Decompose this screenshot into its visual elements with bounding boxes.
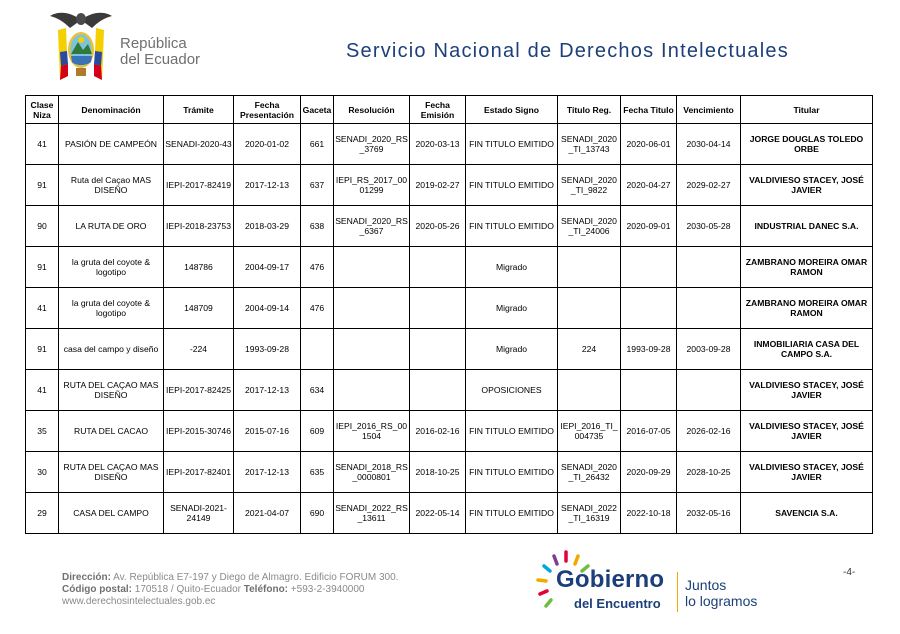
table-cell: 634 xyxy=(301,370,334,411)
table-cell: IEPI-2017-82419 xyxy=(164,165,234,206)
table-cell: 2018-10-25 xyxy=(410,452,466,493)
table-cell: 2030-04-14 xyxy=(677,124,741,165)
table-row xyxy=(26,124,873,165)
table-cell: 2019-02-27 xyxy=(410,165,466,206)
table-cell: VALDIVIESO STACEY, JOSÉ JAVIER xyxy=(741,452,873,493)
table-cell: 90 xyxy=(26,206,59,247)
table-cell: 2015-07-16 xyxy=(234,411,301,452)
table-cell: 690 xyxy=(301,493,334,534)
table-cell: SENADI_2020_TI_24006 xyxy=(558,206,621,247)
phone-label: Teléfono: xyxy=(243,584,289,595)
table-cell: SENADI_2020_TI_26432 xyxy=(558,452,621,493)
republica-del-ecuador-label xyxy=(120,36,200,68)
address-label: Dirección: xyxy=(62,572,111,583)
table-cell: ZAMBRANO MOREIRA OMAR RAMON xyxy=(741,288,873,329)
column-header: Vencimiento xyxy=(677,96,741,124)
page-header xyxy=(0,0,900,92)
footer-address-line xyxy=(62,572,398,584)
table-cell xyxy=(677,247,741,288)
table-cell: 2020-01-02 xyxy=(234,124,301,165)
column-header: Fecha Emisión xyxy=(410,96,466,124)
table-cell: SENADI_2020_RS_3769 xyxy=(334,124,410,165)
table-cell: RUTA DEL CAÇAO MAS DISEÑO xyxy=(59,452,164,493)
column-header: Estado Signo xyxy=(466,96,558,124)
column-header: Denominación xyxy=(59,96,164,124)
table-cell xyxy=(410,288,466,329)
table-cell: 2020-09-01 xyxy=(621,206,677,247)
table-cell: 35 xyxy=(26,411,59,452)
footer-website: www.derechosintelectuales.gob.ec xyxy=(62,596,216,607)
table-row xyxy=(26,411,873,452)
table-cell: Ruta del Caçao MAS DISEÑO xyxy=(59,165,164,206)
table-header-row xyxy=(26,96,873,124)
table-cell: 476 xyxy=(301,288,334,329)
table-cell: VALDIVIESO STACEY, JOSÉ JAVIER xyxy=(741,370,873,411)
table-cell: 41 xyxy=(26,124,59,165)
republica-line-2: del Ecuador xyxy=(120,51,201,68)
table-cell: 2016-02-16 xyxy=(410,411,466,452)
logo-divider xyxy=(677,572,678,612)
column-header: Fecha Presentación xyxy=(234,96,301,124)
table-cell xyxy=(334,247,410,288)
column-header: Resolución xyxy=(334,96,410,124)
column-header: Titular xyxy=(741,96,873,124)
table-cell xyxy=(301,329,334,370)
table-cell: INMOBILIARIA CASA DEL CAMPO S.A. xyxy=(741,329,873,370)
table-row xyxy=(26,247,873,288)
table-cell: 2020-03-13 xyxy=(410,124,466,165)
table-row xyxy=(26,370,873,411)
table-cell: 2017-12-13 xyxy=(234,370,301,411)
table-cell: 2017-12-13 xyxy=(234,452,301,493)
table-row xyxy=(26,329,873,370)
table-cell: 476 xyxy=(301,247,334,288)
table-cell: 2020-05-26 xyxy=(410,206,466,247)
table-cell: RUTA DEL CAÇAO MAS DISEÑO xyxy=(59,370,164,411)
table-cell: LA RUTA DE ORO xyxy=(59,206,164,247)
table-cell: IEPI_2016_RS_001504 xyxy=(334,411,410,452)
column-header: Titulo Reg. xyxy=(558,96,621,124)
table-cell: SENADI_2018_RS_0000801 xyxy=(334,452,410,493)
table-cell: SENADI_2022_RS_13611 xyxy=(334,493,410,534)
table-cell: VALDIVIESO STACEY, JOSÉ JAVIER xyxy=(741,165,873,206)
table-cell: 2004-09-14 xyxy=(234,288,301,329)
address-value: Av. República E7-197 y Diego de Almagro. Edificio FORUM 300. xyxy=(113,572,399,583)
table-cell xyxy=(621,247,677,288)
table-cell: 2020-04-27 xyxy=(621,165,677,206)
table-cell: SENADI_2020_RS_6367 xyxy=(334,206,410,247)
table-cell: 91 xyxy=(26,329,59,370)
table-cell xyxy=(334,329,410,370)
table-cell: 2003-09-28 xyxy=(677,329,741,370)
table-cell xyxy=(410,247,466,288)
table-cell: 2028-10-25 xyxy=(677,452,741,493)
column-header: Clase Niza xyxy=(26,96,59,124)
table-row xyxy=(26,206,873,247)
table-cell xyxy=(677,288,741,329)
footer-postal-line xyxy=(62,584,398,596)
gobierno-wordmark: Gobierno xyxy=(556,566,665,593)
table-cell xyxy=(558,247,621,288)
table-cell: casa del campo y diseño xyxy=(59,329,164,370)
republica-line-1: República xyxy=(120,35,187,52)
column-header: Fecha Titulo xyxy=(621,96,677,124)
table-cell: 91 xyxy=(26,247,59,288)
table-cell: IEPI-2017-82425 xyxy=(164,370,234,411)
table-cell xyxy=(334,288,410,329)
page-title: Servicio Nacional de Derechos Intelectuales xyxy=(346,40,789,62)
table-cell: 2004-09-17 xyxy=(234,247,301,288)
table-cell xyxy=(410,329,466,370)
column-header: Trámite xyxy=(164,96,234,124)
table-cell: INDUSTRIAL DANEC S.A. xyxy=(741,206,873,247)
phone-value: +593-2-3940000 xyxy=(290,584,365,595)
table-cell: 635 xyxy=(301,452,334,493)
slogan-line-1: Juntos xyxy=(685,577,727,593)
table-cell xyxy=(621,370,677,411)
table-body xyxy=(26,124,873,534)
trademark-records-table xyxy=(25,95,873,534)
table-cell xyxy=(621,288,677,329)
table-cell: 2021-04-07 xyxy=(234,493,301,534)
table-cell: 2020-06-01 xyxy=(621,124,677,165)
table-cell: 2029-02-27 xyxy=(677,165,741,206)
table-cell: Migrado xyxy=(466,288,558,329)
table-cell xyxy=(558,370,621,411)
slogan-line-2: lo logramos xyxy=(685,593,758,609)
table-row xyxy=(26,493,873,534)
ecuador-coat-of-arms-icon xyxy=(48,6,114,86)
postal-code-value: 170518 / Quito-Ecuador xyxy=(134,584,241,595)
table-cell: IEPI-2015-30746 xyxy=(164,411,234,452)
table-cell: FIN TITULO EMITIDO xyxy=(466,124,558,165)
table-cell: 2018-03-29 xyxy=(234,206,301,247)
table-cell: SENADI_2020_TI_9822 xyxy=(558,165,621,206)
table-cell: 661 xyxy=(301,124,334,165)
table-cell: IEPI-2017-82401 xyxy=(164,452,234,493)
table-cell: 224 xyxy=(558,329,621,370)
table-row xyxy=(26,288,873,329)
table-cell: -224 xyxy=(164,329,234,370)
table-cell: 29 xyxy=(26,493,59,534)
table-cell: 2016-07-05 xyxy=(621,411,677,452)
juntos-lo-logramos-slogan xyxy=(685,577,757,609)
column-header: Gaceta xyxy=(301,96,334,124)
table-cell: 609 xyxy=(301,411,334,452)
table-cell: SENADI_2020_TI_13743 xyxy=(558,124,621,165)
table-cell: 2020-09-29 xyxy=(621,452,677,493)
table-cell: 2017-12-13 xyxy=(234,165,301,206)
table-cell: IEPI_RS_2017_0001299 xyxy=(334,165,410,206)
table-cell: 2026-02-16 xyxy=(677,411,741,452)
table-cell: 148786 xyxy=(164,247,234,288)
table-cell: FIN TITULO EMITIDO xyxy=(466,206,558,247)
table-cell: FIN TITULO EMITIDO xyxy=(466,493,558,534)
table-cell: FIN TITULO EMITIDO xyxy=(466,165,558,206)
table-cell: 638 xyxy=(301,206,334,247)
table-cell: SENADI-2021-24149 xyxy=(164,493,234,534)
table-cell: 2022-05-14 xyxy=(410,493,466,534)
table-cell: FIN TITULO EMITIDO xyxy=(466,452,558,493)
table-cell: 148709 xyxy=(164,288,234,329)
table-cell xyxy=(558,288,621,329)
table-cell: SAVENCIA S.A. xyxy=(741,493,873,534)
table-cell: CASA DEL CAMPO xyxy=(59,493,164,534)
table-cell: Migrado xyxy=(466,247,558,288)
table-cell: Migrado xyxy=(466,329,558,370)
table-cell xyxy=(410,370,466,411)
table-cell: 637 xyxy=(301,165,334,206)
table-cell: 2022-10-18 xyxy=(621,493,677,534)
table-cell: 1993-09-28 xyxy=(621,329,677,370)
table-cell: 2030-05-28 xyxy=(677,206,741,247)
del-encuentro-wordmark: del Encuentro xyxy=(574,596,661,611)
table-cell: la gruta del coyote & logotipo xyxy=(59,288,164,329)
table-cell: 91 xyxy=(26,165,59,206)
table-cell: SENADI-2020-43 xyxy=(164,124,234,165)
table-cell: OPOSICIONES xyxy=(466,370,558,411)
footer-contact-info xyxy=(62,572,398,608)
table-cell: 1993-09-28 xyxy=(234,329,301,370)
table-cell: PASIÓN DE CAMPEÓN xyxy=(59,124,164,165)
table-cell: IEPI-2018-23753 xyxy=(164,206,234,247)
table-cell: IEPI_2016_TI_004735 xyxy=(558,411,621,452)
table-cell xyxy=(677,370,741,411)
table-row xyxy=(26,452,873,493)
table-cell: FIN TITULO EMITIDO xyxy=(466,411,558,452)
postal-code-label: Código postal: xyxy=(62,584,132,595)
page-number: -4- xyxy=(843,567,856,578)
table-cell: ZAMBRANO MOREIRA OMAR RAMON xyxy=(741,247,873,288)
table-cell: SENADI_2022_TI_16319 xyxy=(558,493,621,534)
table-cell: VALDIVIESO STACEY, JOSÉ JAVIER xyxy=(741,411,873,452)
table-cell xyxy=(334,370,410,411)
table-cell: JORGE DOUGLAS TOLEDO ORBE xyxy=(741,124,873,165)
table-cell: 2032-05-16 xyxy=(677,493,741,534)
table-row xyxy=(26,165,873,206)
table-cell: 30 xyxy=(26,452,59,493)
table-cell: la gruta del coyote & logotipo xyxy=(59,247,164,288)
table-cell: 41 xyxy=(26,288,59,329)
table-cell: 41 xyxy=(26,370,59,411)
table-cell: RUTA DEL CACAO xyxy=(59,411,164,452)
